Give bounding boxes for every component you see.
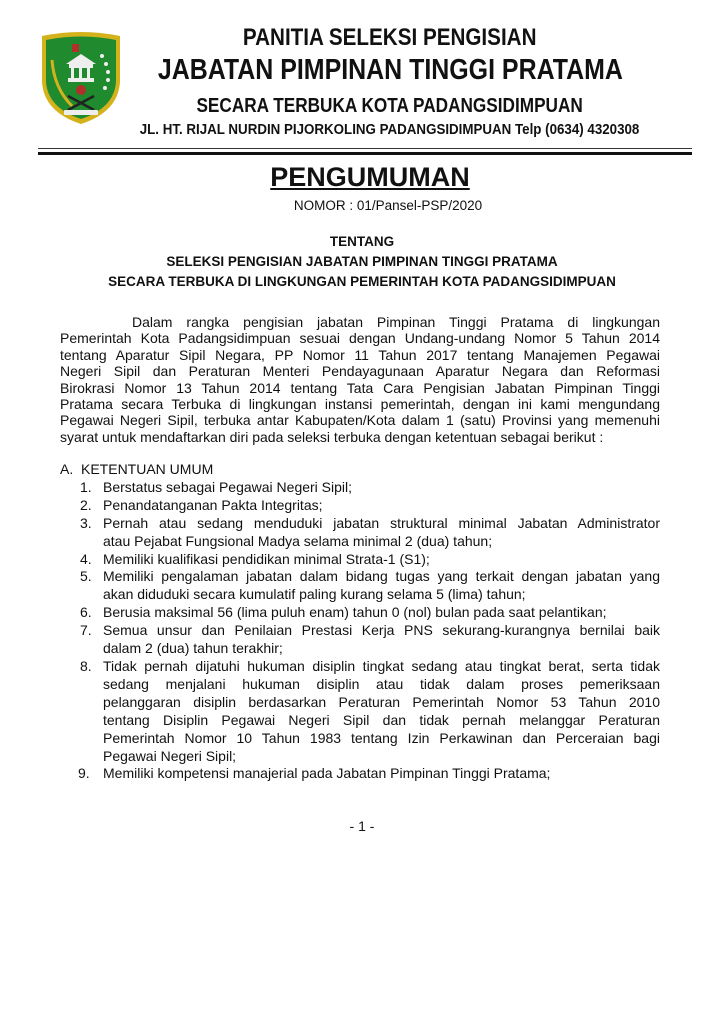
item-text-line: Penandatanganan Pakta Integritas; — [103, 496, 323, 513]
letterhead-line3: SECARA TERBUKA KOTA PADANGSIDIMPUAN — [196, 95, 584, 117]
document-title: PENGUMUMAN — [270, 162, 470, 192]
item-number: 5. — [80, 568, 92, 585]
item-text-line: Berstatus sebagai Pegawai Negeri Sipil; — [103, 478, 353, 495]
item-number: 8. — [80, 657, 92, 674]
list-item — [60, 658, 660, 765]
text-line: Birokrasi Nomor 13 Tahun 2014 tentang Tata Cara Pengisian Jabatan Pimpinan Tinggi — [60, 379, 660, 396]
tentang-label: TENTANG — [329, 234, 395, 249]
list-item — [60, 479, 660, 497]
item-text-line: Memiliki pengalaman jabatan dalam bidang tugas yang terkait dengan jabatan yang — [103, 568, 660, 585]
list-item — [60, 568, 660, 604]
item-text-line: Tidak pernah dijatuhi hukuman disiplin tingkat sedang atau tingkat berat, serta tidak — [103, 657, 660, 674]
text-line: Dalam rangka pengisian jabatan Pimpinan Tinggi Pratama di lingkungan — [132, 314, 660, 330]
item-number: 2. — [80, 496, 92, 513]
item-text-line: Pegawai Negeri Sipil; — [103, 747, 237, 764]
requirements-list — [60, 479, 660, 783]
text-line: tentang Aparatur Sipil Negara, PP Nomor 11 Tahun 2017 tentang Manajemen Pegawai — [60, 346, 660, 363]
item-text-line: tentang Disiplin Pegawai Negeri Sipil dan tidak pernah melanggar Peraturan — [103, 711, 660, 728]
section-a — [60, 461, 660, 783]
item-text-line: pelanggaran disiplin berdasarkan Peraturan Pemerintah Nomor 53 Tahun 2010 — [103, 693, 660, 710]
list-item — [60, 765, 660, 783]
list-item — [60, 497, 660, 515]
text-line: Pegawai Negeri Sipil, terbuka antar Kabupaten/Kota dalam 1 (satu) Provinsi yang memenuhi — [60, 412, 660, 429]
list-item — [60, 604, 660, 622]
letterhead-line1: PANITIA SELEKSI PENGISIAN — [243, 24, 537, 51]
item-text-line: Pemerintah Nomor 10 Tahun 1983 tentang Izin Perkawinan dan Perceraian bagi — [103, 729, 660, 746]
item-number: 1. — [80, 478, 92, 495]
item-text-line: Memiliki kualifikasi pendidikan minimal Strata-1 (S1); — [103, 550, 430, 567]
letterhead-address: JL. HT. RIJAL NURDIN PIJORKOLING PADANGSIDIMPUAN Telp (0634) 4320308 — [140, 122, 640, 138]
item-text-line: Memiliki kompetensi manajerial pada Jabatan Pimpinan Tinggi Pratama; — [103, 765, 551, 782]
item-number: 3. — [80, 514, 92, 531]
item-number: 6. — [80, 604, 92, 621]
item-text-line: akan diduduki secara kumulatif paling kurang selama 5 (lima) tahun; — [103, 586, 526, 603]
list-item — [60, 622, 660, 658]
subject-line-2: SECARA TERBUKA DI LINGKUNGAN PEMERINTAH KOTA PADANGSIDIMPUAN — [108, 274, 616, 289]
document-number: NOMOR : 01/Pansel-PSP/2020 — [293, 198, 483, 213]
item-text-line: atau Pejabat Fungsional Madya selama minimal 2 (dua) tahun; — [103, 532, 493, 549]
header-divider-thin — [38, 148, 692, 149]
item-number: 7. — [80, 622, 92, 639]
intro-paragraph — [60, 314, 660, 445]
item-text-line: Semua unsur dan Penilaian Prestasi Kerja PNS sekurang-kurangnya bernilai baik — [103, 622, 660, 639]
header-divider-thick — [38, 152, 692, 155]
item-text-line: Pernah atau sedang menduduki jabatan struktural minimal Jabatan Administrator — [103, 514, 660, 531]
text-line: Negeri Sipil dan Peraturan Menteri Pendayagunaan Aparatur Negara dan Reformasi — [60, 363, 660, 380]
item-text-line: Berusia maksimal 56 (lima puluh enam) tahun 0 (nol) bulan pada saat pelantikan; — [103, 604, 607, 621]
item-number: 9. — [78, 765, 90, 782]
item-text-line: sedang menjalani hukuman disiplin atau tidak dalam proses pemeriksaan — [103, 675, 660, 692]
page-number: - 1 - — [349, 818, 375, 834]
subject-line-1: SELEKSI PENGISIAN JABATAN PIMPINAN TINGGI PRATAMA — [166, 254, 558, 269]
item-text-line: dalam 2 (dua) tahun terakhir; — [103, 640, 283, 657]
text-line: Pratama secara Terbuka di lingkungan instansi pemerintah, dengan ini kami mengundang — [60, 396, 660, 413]
item-number: 4. — [80, 550, 92, 567]
list-item — [60, 551, 660, 569]
text-line: Pemerintah Kota Padangsidimpuan sesuai dengan Undang-undang Nomor 5 Tahun 2014 — [60, 330, 660, 347]
section-heading: A. KETENTUAN UMUM — [60, 461, 214, 477]
city-logo — [38, 30, 124, 126]
list-item — [60, 515, 660, 551]
text-line: syarat untuk mendaftarkan diri pada seleksi terbuka dengan ketentuan sebagai berikut : — [60, 428, 604, 445]
letterhead-line2: JABATAN PIMPINAN TINGGI PRATAMA — [157, 54, 623, 86]
